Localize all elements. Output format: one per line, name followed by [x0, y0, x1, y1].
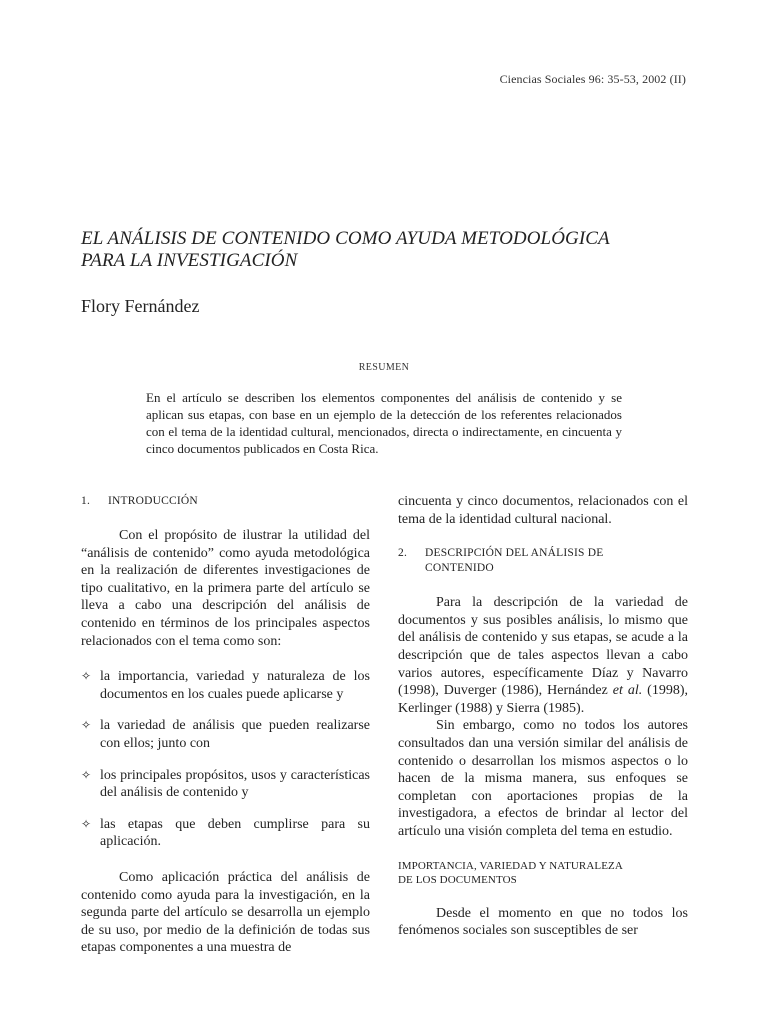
- section-title: INTRODUCCIÓN: [108, 495, 198, 507]
- section-title-line-1: DESCRIPCIÓN DEL ANÁLISIS DE: [425, 547, 604, 560]
- description-paragraph: [398, 594, 688, 717]
- section-number: 1.: [81, 495, 91, 507]
- right-column: [398, 493, 688, 940]
- bullet-icon: ✧: [81, 669, 92, 684]
- left-column: [81, 494, 370, 957]
- et-al-italic: et al.: [612, 683, 643, 699]
- list-item: [81, 767, 370, 802]
- description-text-a: Para la descripción de la variedad de documentos y sus posibles análisis, lo mismo que del análisis de contenido y sus etapas, se acude a la descripción que de tales aspectos llevan a cabo varios autores, específicamente Díaz y Navarro (1998), Duverger (1986), Hernández: [398, 595, 688, 699]
- section-heading-introduccion: [81, 494, 370, 509]
- journal-reference: Ciencias Sociales 96: 35-53, 2002 (II): [499, 72, 686, 86]
- list-item: [81, 668, 370, 703]
- description-text-b: (1998), Kerlinger (1988) y Sierra (1985).: [398, 683, 689, 716]
- section-heading-descripcion: [398, 546, 688, 576]
- list-item-text: las etapas que deben cumplirse para su aplicación.: [100, 816, 370, 850]
- section-number: 2.: [398, 547, 408, 560]
- subheading-line-2: DE LOS DOCUMENTOS: [398, 873, 517, 886]
- continuation-paragraph: cincuenta y cinco documentos, relacionados con el tema de la identidad cultural nacional.: [398, 494, 688, 527]
- sin-embargo-paragraph: Sin embargo, como no todos los autores consultados dan una versión similar del análisis de contenido o desarrollan los mismos aspectos o lo hacen de la misma manera, sus enfoques se completan con aportaciones propias de la investigadora, a efectos de brindar al lector del artículo una visión completa del tema en estudio.: [398, 718, 688, 839]
- documents-paragraph: Desde el momento en que no todos los fenómenos sociales son susceptibles de ser: [398, 905, 688, 939]
- section-title: [425, 546, 603, 576]
- section-title-line-2: CONTENIDO: [425, 562, 494, 575]
- title-line-2: PARA LA INVESTIGACIÓN: [81, 250, 298, 271]
- bullet-icon: ✧: [81, 718, 92, 733]
- author-name: Flory Fernández: [81, 296, 200, 316]
- list-item: [81, 717, 370, 752]
- bullet-icon: ✧: [81, 816, 92, 831]
- bullet-icon: ✧: [81, 767, 92, 782]
- application-paragraph: Como aplicación práctica del análisis de contenido como ayuda para la investigación, en la segunda parte del artículo se desarrolla un ejemplo de su uso, por medio de la definición de todas sus etapas componentes a una muestra de: [81, 869, 370, 956]
- list-item-text: la variedad de análisis que pueden realizarse con ellos; junto con: [100, 718, 370, 751]
- subheading-importancia: [398, 859, 688, 887]
- title-line-1: EL ANÁLISIS DE CONTENIDO COMO AYUDA METODOLÓGICA: [81, 228, 610, 249]
- list-item: [81, 816, 370, 851]
- abstract-text: En el artículo se describen los elementos componentes del análisis de contenido y se aplican sus etapas, con base en un ejemplo de la detección de los referentes relacionados con el tema de la identidad cultural, mencionados, directa o indirectamente, en cincuenta y cinco documentos publicados en Costa Rica.: [146, 390, 622, 456]
- abstract-heading: RESUMEN: [358, 362, 410, 373]
- subheading-line-1: IMPORTANCIA, VARIEDAD Y NATURALEZA: [398, 859, 623, 872]
- list-item-text: la importancia, variedad y naturaleza de los documentos en los cuales puede aplicarse y: [100, 669, 370, 702]
- article-title: [81, 228, 661, 272]
- intro-paragraph: Con el propósito de ilustrar la utilidad del “análisis de contenido” como ayuda metodológica en la realización de diferentes investigaciones de tipo cualitativo, en la primera parte del artículo se lleva a cabo una descripción del análisis de contenido en términos de los principales aspectos relacionados con el tema como son:: [81, 528, 370, 649]
- list-item-text: los principales propósitos, usos y características del análisis de contenido y: [100, 767, 370, 801]
